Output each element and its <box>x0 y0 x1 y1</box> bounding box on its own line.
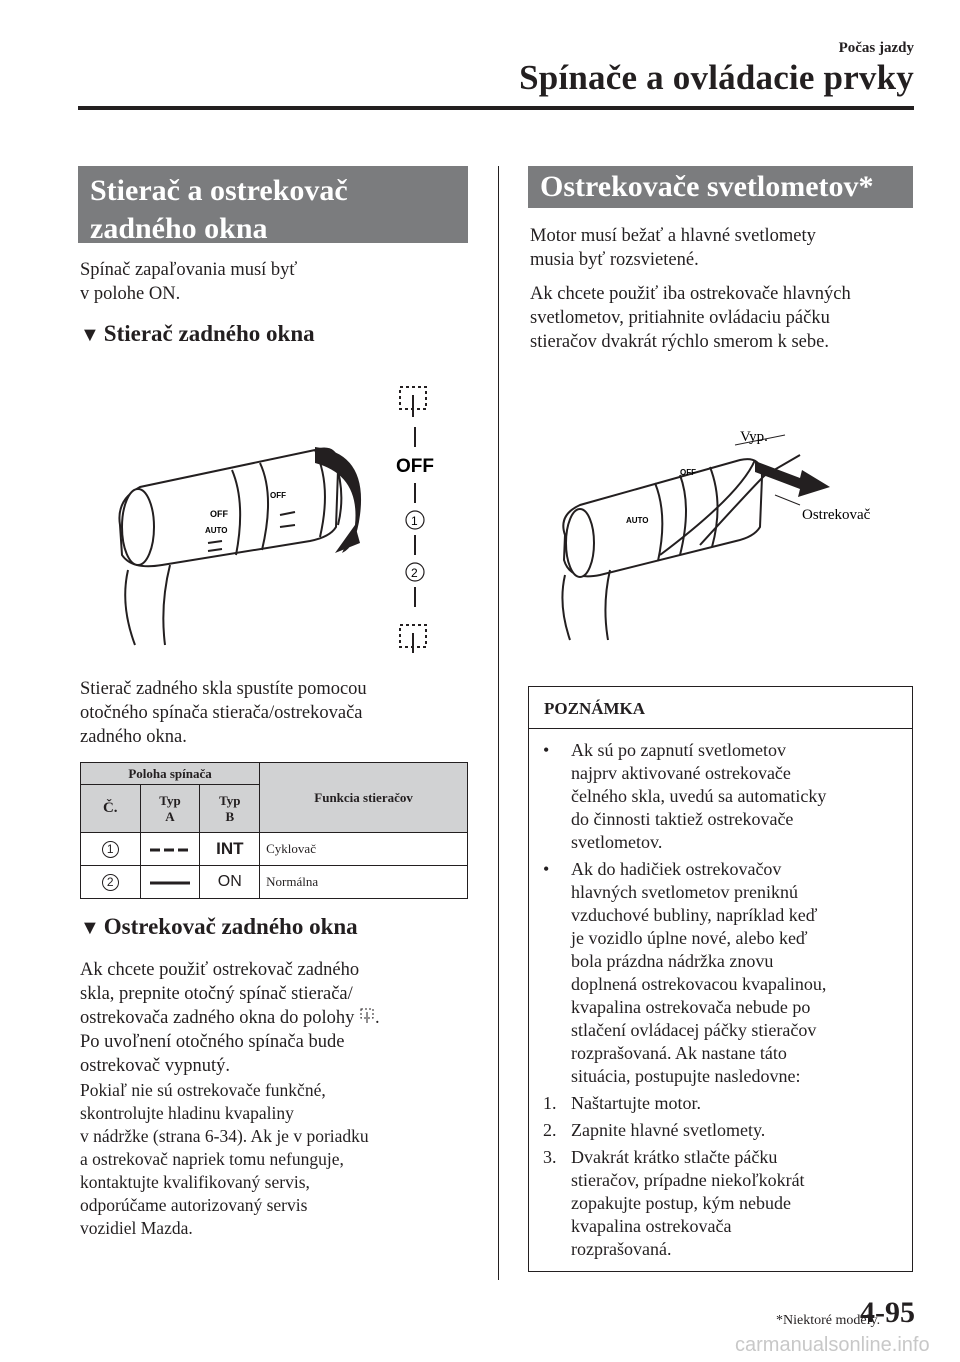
banner-line-2: zadného okna <box>90 212 268 245</box>
footer-note: *Niektoré modely. <box>776 1313 881 1328</box>
watermark: carmanualsonline.info <box>735 1334 930 1356</box>
washer-line: a ostrekovač napriek tomu nefunguje, <box>80 1149 344 1169</box>
note-bullet-1: • Ak sú po zapnutí svetlometov najprv aktivované ostrekovače čelného skla, uvedú sa automaticky do činnosti taktiež ostrekovače svetlometov. <box>543 740 827 852</box>
headlight-washer-intro <box>530 224 816 272</box>
note-title: POZNÁMKA <box>529 687 912 729</box>
dashed-line-icon <box>150 847 190 853</box>
washer-line-with-icon: ostrekovača zadného okna do polohy . <box>80 1008 380 1028</box>
knob-off-text-2: OFF <box>270 491 286 500</box>
wiper-stalk-pulled <box>562 455 800 640</box>
knob-auto-text: AUTO <box>205 526 228 535</box>
note-list <box>543 739 903 1265</box>
washer-line: odporúčame autorizovaný servis <box>80 1195 308 1215</box>
bullet-icon: • <box>543 859 550 879</box>
washer-position-icon <box>359 1007 375 1025</box>
th-type-a: Typ A <box>140 785 200 833</box>
position-number: 2 <box>102 874 119 891</box>
washer-line: skla, prepnite otočný spínač stierača/ <box>80 984 353 1004</box>
bullet-icon: • <box>543 740 550 760</box>
th-function: Funkcia stieračov <box>260 763 468 833</box>
p1-line: Motor musí bežať a hlavné svetlomety <box>530 226 816 246</box>
washer-icon-top <box>400 387 426 417</box>
triangle-icon: ▼ <box>80 324 100 346</box>
pull-arrow-icon <box>755 461 830 497</box>
washer-icon-bottom <box>400 625 426 653</box>
stalk-auto-text: AUTO <box>626 516 649 525</box>
desc-line-3: zadného okna. <box>80 727 187 747</box>
washer-line: kontaktujte kvalifikovaný servis, <box>80 1172 310 1192</box>
switch-position-table <box>80 762 468 899</box>
rear-wiper-description <box>80 677 367 749</box>
subheading-rear-wiper <box>80 321 315 347</box>
note-step-2: 2. Zapnite hlavné svetlomety. <box>543 1120 766 1140</box>
off-position-label: OFF <box>396 456 434 477</box>
subheading-text: Stierač zadného okna <box>103 321 315 346</box>
note-bullet-2: • Ak do hadičiek ostrekovačov hlavných svetlometov preniknú vzduchové bubliny, napríklad keď je vozidlo úplne nové, alebo keď bola prázdna nádržka znovu doplnená ostrekovacou kvapalinou, kvapalina ostrekovača nebude po stlačení ovládacej páčky stieračov rozprašovaná. Ak nastane táto situácia, postupujte nasledovne: <box>543 859 827 1086</box>
table-row <box>81 833 468 866</box>
triangle-icon: ▼ <box>80 917 100 939</box>
washer-line: Po uvoľnení otočného spínača bude <box>80 1032 345 1052</box>
page-title: Spínače a ovládacie prvky <box>519 58 914 97</box>
p2-line: stieračov dvakrát rýchlo smerom k sebe. <box>530 332 829 352</box>
headlight-washer-instructions <box>530 282 851 354</box>
cell-function: Normálna <box>260 866 468 899</box>
wiper-stalk <box>119 449 341 645</box>
cell-no <box>81 833 141 866</box>
solid-line-icon <box>150 880 190 886</box>
washer-line: Pokiaľ nie sú ostrekovače funkčné, <box>80 1080 326 1100</box>
washer-label: Ostrekovač <box>802 507 871 523</box>
position-number: 1 <box>102 841 119 858</box>
washer-line: Ak chcete použiť ostrekovač zadného <box>80 960 360 980</box>
position-1-label: 1 <box>411 514 418 528</box>
desc-line-1: Stierač zadného skla spustíte pomocou <box>80 679 367 699</box>
intro-line-2: v polohe ON. <box>80 284 181 304</box>
washer-line: vozidiel Mazda. <box>80 1218 193 1238</box>
note-step-3: 3. Dvakrát krátko stlačte páčku stieračov, prípadne niekoľkokrát zopakujte postup, kým nebude kvapalina ostrekovača rozprašovaná. <box>543 1147 805 1259</box>
cell-type-a <box>140 866 200 899</box>
section-label: Počas jazdy <box>838 40 914 56</box>
column-divider <box>498 166 499 1280</box>
rear-washer-warning <box>80 1079 480 1240</box>
off-label: Vyp. <box>740 429 768 445</box>
subheading-text: Ostrekovač zadného okna <box>103 914 358 939</box>
washer-line: skontrolujte hladinu kvapaliny <box>80 1103 294 1123</box>
rear-washer-text <box>80 958 480 1078</box>
table-header-row <box>81 763 468 785</box>
washer-line: v nádržke (strana 6-34). Ak je v poriadku <box>80 1126 369 1146</box>
note-box <box>528 686 913 1272</box>
cell-type-a <box>140 833 200 866</box>
section-banner-rear-wiper <box>78 166 468 243</box>
th-type-b: Typ B <box>200 785 260 833</box>
intro-line-1: Spínač zapaľovania musí byť <box>80 260 298 280</box>
intro-text <box>80 258 297 306</box>
section-banner-headlight-washer: Ostrekovače svetlometov* <box>528 166 913 208</box>
position-2-label: 2 <box>411 566 418 580</box>
page-number: 4-95 <box>860 1296 915 1329</box>
subheading-rear-washer <box>80 914 358 940</box>
p1-line: musia byť rozsvietené. <box>530 250 699 270</box>
cell-type-b: INT <box>200 833 260 866</box>
stalk-off-text: OFF <box>680 468 696 477</box>
leader-washer <box>775 495 800 505</box>
th-position: Poloha spínača <box>81 763 260 785</box>
table-row <box>81 866 468 899</box>
cell-function: Cyklovač <box>260 833 468 866</box>
note-step-1: 1. Naštartujte motor. <box>543 1093 701 1113</box>
rear-wiper-switch-figure <box>110 375 460 660</box>
desc-line-2: otočného spínača stierača/ostrekovača <box>80 703 363 723</box>
knob-off-text: OFF <box>210 509 228 519</box>
header-rule <box>78 106 914 110</box>
cell-no <box>81 866 141 899</box>
p2-line: svetlometov, pritiahnite ovládaciu páčku <box>530 308 830 328</box>
p2-line: Ak chcete použiť iba ostrekovače hlavných <box>530 284 851 304</box>
th-no: Č. <box>81 785 141 833</box>
washer-line: ostrekovač vypnutý. <box>80 1056 231 1076</box>
headlight-washer-figure <box>540 415 910 655</box>
banner-line-1: Stierač a ostrekovač <box>90 174 348 207</box>
cell-type-b: ON <box>200 866 260 899</box>
